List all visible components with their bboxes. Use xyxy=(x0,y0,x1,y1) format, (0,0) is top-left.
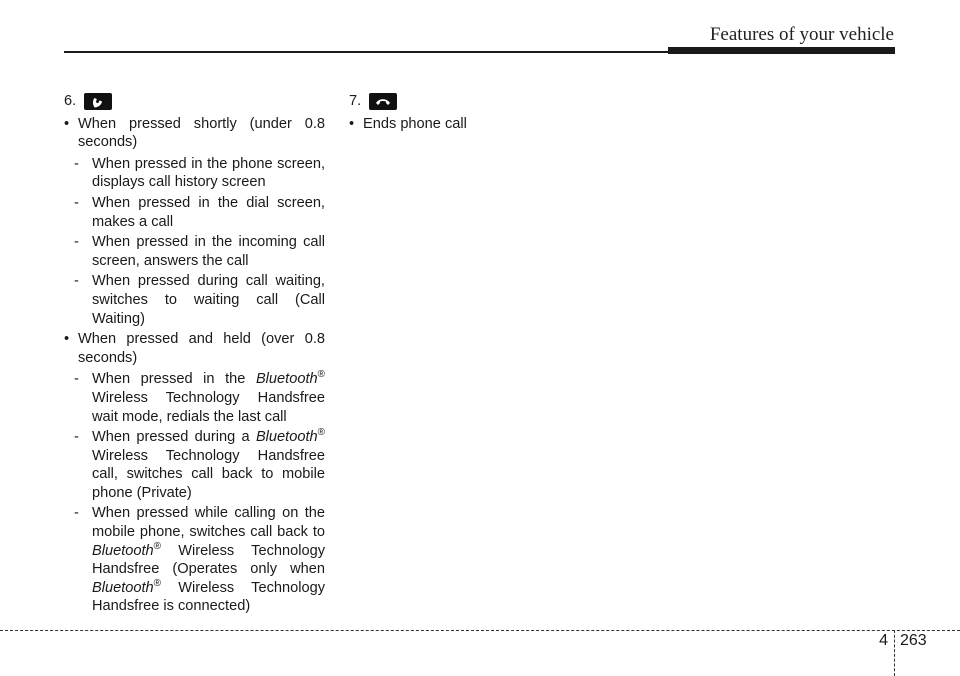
sub-item xyxy=(72,370,325,426)
page-number: 263 xyxy=(900,632,927,649)
section-7-heading xyxy=(349,92,610,111)
phone-end-icon xyxy=(369,93,397,110)
bullet-short-press: • When pressed shortly (under 0.8 seconds) xyxy=(64,115,325,152)
sub-item: - When pressed in the phone screen, displays call history screen xyxy=(72,155,325,192)
registered-mark: ® xyxy=(317,427,325,439)
bluetooth-term: Bluetooth xyxy=(255,371,318,388)
bullet-long-press: • When pressed and held (over 0.8 seconds) xyxy=(64,330,325,367)
footer-rule xyxy=(0,630,960,631)
page-number-separator xyxy=(894,630,895,676)
bluetooth-term: Bluetooth xyxy=(255,429,318,446)
sub-item: - When pressed in the dial screen, makes a call xyxy=(72,194,325,231)
sub-item xyxy=(72,428,325,502)
chapter-number: 4 xyxy=(879,632,888,649)
sub-item: - When pressed in the incoming call screen, answers the call xyxy=(72,233,325,270)
section-6-heading xyxy=(64,92,325,111)
header-rule-bold xyxy=(668,47,895,54)
registered-mark: ® xyxy=(317,369,325,381)
bluetooth-term: Bluetooth xyxy=(92,579,154,596)
text-segment: Wireless Technology Handsfree (Operates only when xyxy=(92,542,325,578)
header-rule xyxy=(64,51,668,53)
text-segment: Wireless Technology Handsfree call, switches call back to mobile phone (Private) xyxy=(92,447,325,501)
sub-item xyxy=(72,504,325,616)
text-segment: When pressed during a xyxy=(92,429,250,446)
sub-item: - When pressed during call waiting, switches to waiting call (Call Waiting) xyxy=(72,272,325,328)
right-column xyxy=(349,92,610,136)
section-number: 6. xyxy=(64,93,77,109)
registered-mark: ® xyxy=(153,577,162,589)
left-column xyxy=(64,92,325,618)
text-segment: When pressed in the xyxy=(92,371,246,388)
bluetooth-term: Bluetooth xyxy=(92,542,154,559)
text-segment: Wireless Technology Handsfree wait mode, redials the last call xyxy=(92,389,325,425)
registered-mark: ® xyxy=(153,540,162,552)
header-title: Features of your vehicle xyxy=(709,24,894,45)
text-segment: Wireless Technology Handsfree is connected) xyxy=(92,579,325,615)
phone-call-icon xyxy=(84,93,112,110)
section-number: 7. xyxy=(349,93,362,109)
bullet-end-call: • Ends phone call xyxy=(349,115,610,134)
text-segment: When pressed while calling on the mobile phone, switches call back to xyxy=(92,505,325,541)
